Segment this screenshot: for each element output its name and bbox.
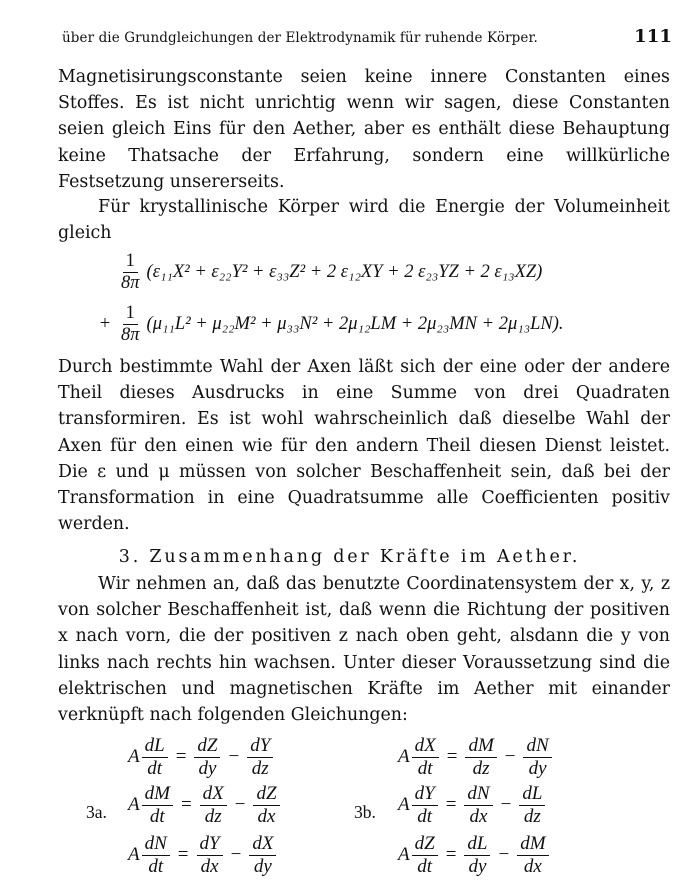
epsilon-terms: (ε₁₁X² + ε₂₂Y² + ε₃₃Z² + 2 ε₁₂XY + 2 ε₂₃YZ + 2 ε₁₃XZ) xyxy=(146,261,543,282)
denominator: dz xyxy=(251,757,269,779)
lhs-derivative xyxy=(412,735,439,780)
minus-sign: − xyxy=(500,794,512,815)
numerator: dY xyxy=(412,783,438,806)
denominator: dt xyxy=(417,805,433,827)
fraction-denominator: 8π xyxy=(121,272,140,293)
numerator: dL xyxy=(464,833,490,856)
denominator: dy xyxy=(468,855,487,877)
lhs-derivative xyxy=(142,833,170,878)
paragraph-2: Für krystallinische Körper wird die Energie der Volumeinheit gleich xyxy=(58,197,670,244)
numerator: dN xyxy=(464,783,492,806)
page-number: 111 xyxy=(634,26,672,47)
section-heading: 3. Zusammenhang der Kräfte im Aether. xyxy=(118,547,581,567)
fraction xyxy=(118,251,143,294)
coefficient: A xyxy=(128,844,140,865)
equation-row xyxy=(398,830,551,880)
denominator: dt xyxy=(417,855,433,877)
equals-sign: = xyxy=(180,794,192,815)
coefficient: A xyxy=(128,794,140,815)
denominator: dy xyxy=(198,757,217,779)
denominator: dz xyxy=(472,757,490,779)
numerator: dM xyxy=(142,783,173,806)
second-derivative xyxy=(517,833,548,878)
equation-label-3b: 3b. xyxy=(354,802,376,822)
denominator: dt xyxy=(147,757,163,779)
equation-row xyxy=(128,830,278,880)
lhs-derivative xyxy=(142,783,173,828)
energy-formula-line-1 xyxy=(96,246,686,298)
lhs-derivative xyxy=(412,833,438,878)
numerator: dN xyxy=(142,833,170,856)
minus-sign: − xyxy=(498,844,510,865)
equals-sign: = xyxy=(445,844,457,865)
numerator: dZ xyxy=(194,735,220,758)
second-derivative xyxy=(249,833,276,878)
numerator: dX xyxy=(412,735,439,758)
coefficient: A xyxy=(398,844,410,865)
second-derivative xyxy=(253,783,279,828)
minus-sign: − xyxy=(234,794,246,815)
equation-label-3a: 3a. xyxy=(86,802,107,822)
minus-sign: − xyxy=(504,746,516,767)
second-derivative xyxy=(519,783,545,828)
denominator: dx xyxy=(469,805,488,827)
first-derivative xyxy=(464,783,492,828)
numerator: dY xyxy=(247,735,273,758)
minus-sign: − xyxy=(228,746,240,767)
first-derivative xyxy=(197,833,223,878)
lhs-derivative xyxy=(142,735,168,780)
first-derivative xyxy=(465,735,496,780)
equals-sign: = xyxy=(446,746,458,767)
running-header xyxy=(62,26,672,47)
equals-sign: = xyxy=(175,746,187,767)
paragraph-4: Wir nehmen an, daß das benutzte Coordinatensystem der x, y, z von solcher Beschaffenheit ist, daß wenn die Richtung der positiven x nach vorn, die der positiven z nach oben geht, alsdann die y von links nach rechts hin wachsen. Unter dieser Voraussetzung sind die elektrischen und magnetischen Kräfte im Aether mit einander verknüpft nach folgenden Gleichungen: xyxy=(58,574,670,726)
running-title: über die Grundgleichungen der Elektrodynamik für ruhende Körper. xyxy=(62,30,538,46)
equation-row xyxy=(128,780,282,830)
numerator: dL xyxy=(142,735,168,758)
first-derivative xyxy=(200,783,227,828)
numerator: dX xyxy=(249,833,276,856)
energy-formula xyxy=(96,246,686,350)
second-derivative xyxy=(247,735,273,780)
energy-formula-line-2 xyxy=(96,298,686,350)
coefficient: A xyxy=(398,746,410,767)
minus-sign: − xyxy=(230,844,242,865)
second-derivative xyxy=(523,735,551,780)
lhs-derivative xyxy=(412,783,438,828)
numerator: dX xyxy=(200,783,227,806)
field-equations xyxy=(0,732,699,894)
denominator: dy xyxy=(528,757,547,779)
denominator: dz xyxy=(523,805,541,827)
numerator: dM xyxy=(465,735,496,758)
numerator: dN xyxy=(523,735,551,758)
numerator: dM xyxy=(517,833,548,856)
paragraph-1: Magnetisirungsconstante seien keine innere Constanten eines Stoffes. Es ist nicht unrichtig wenn wir sagen, diese Constanten seien gleich Eins für den Aether, aber es enthält diese Behauptung keine Thatsache der Erfahrung, sondern eine willkürliche Festsetzung unsererseits. xyxy=(58,67,670,192)
denominator: dt xyxy=(417,757,433,779)
coefficient: A xyxy=(128,746,140,767)
numerator: dZ xyxy=(253,783,279,806)
coefficient: A xyxy=(398,794,410,815)
denominator: dz xyxy=(204,805,222,827)
fraction-numerator: 1 xyxy=(123,251,138,273)
equation-row xyxy=(128,732,275,782)
fraction-numerator: 1 xyxy=(123,303,138,325)
denominator: dx xyxy=(523,855,542,877)
numerator: dL xyxy=(519,783,545,806)
first-derivative xyxy=(194,735,220,780)
equals-sign: = xyxy=(177,844,189,865)
denominator: dt xyxy=(149,805,165,827)
first-derivative xyxy=(464,833,490,878)
denominator: dy xyxy=(253,855,272,877)
equation-row xyxy=(398,780,547,830)
fraction-denominator: 8π xyxy=(121,324,140,345)
paragraph-3: Durch bestimmte Wahl der Axen läßt sich der eine oder der andere Theil dieses Ausdrucks in eine Summe von drei Quadraten transformiren. Es ist wohl wahrscheinlich daß dieselbe Wahl der Axen für den einen wie für den andern Theil diesen Dienst leistet. Die ε und μ müssen von solcher Beschaffenheit sein, daß bei der Transformation in eine Quadratsumme alle Coefficienten positiv werden. xyxy=(58,357,670,535)
mu-terms: (μ₁₁L² + μ₂₂M² + μ₃₃N² + 2μ₁₂LM + 2μ₂₃MN + 2μ₁₃LN). xyxy=(146,313,564,334)
numerator: dY xyxy=(197,833,223,856)
numerator: dZ xyxy=(412,833,438,856)
denominator: dx xyxy=(257,805,276,827)
denominator: dt xyxy=(148,855,164,877)
equals-sign: = xyxy=(445,794,457,815)
plus-sign: + xyxy=(99,313,111,334)
denominator: dx xyxy=(200,855,219,877)
fraction xyxy=(118,303,143,346)
equation-row xyxy=(398,732,554,782)
